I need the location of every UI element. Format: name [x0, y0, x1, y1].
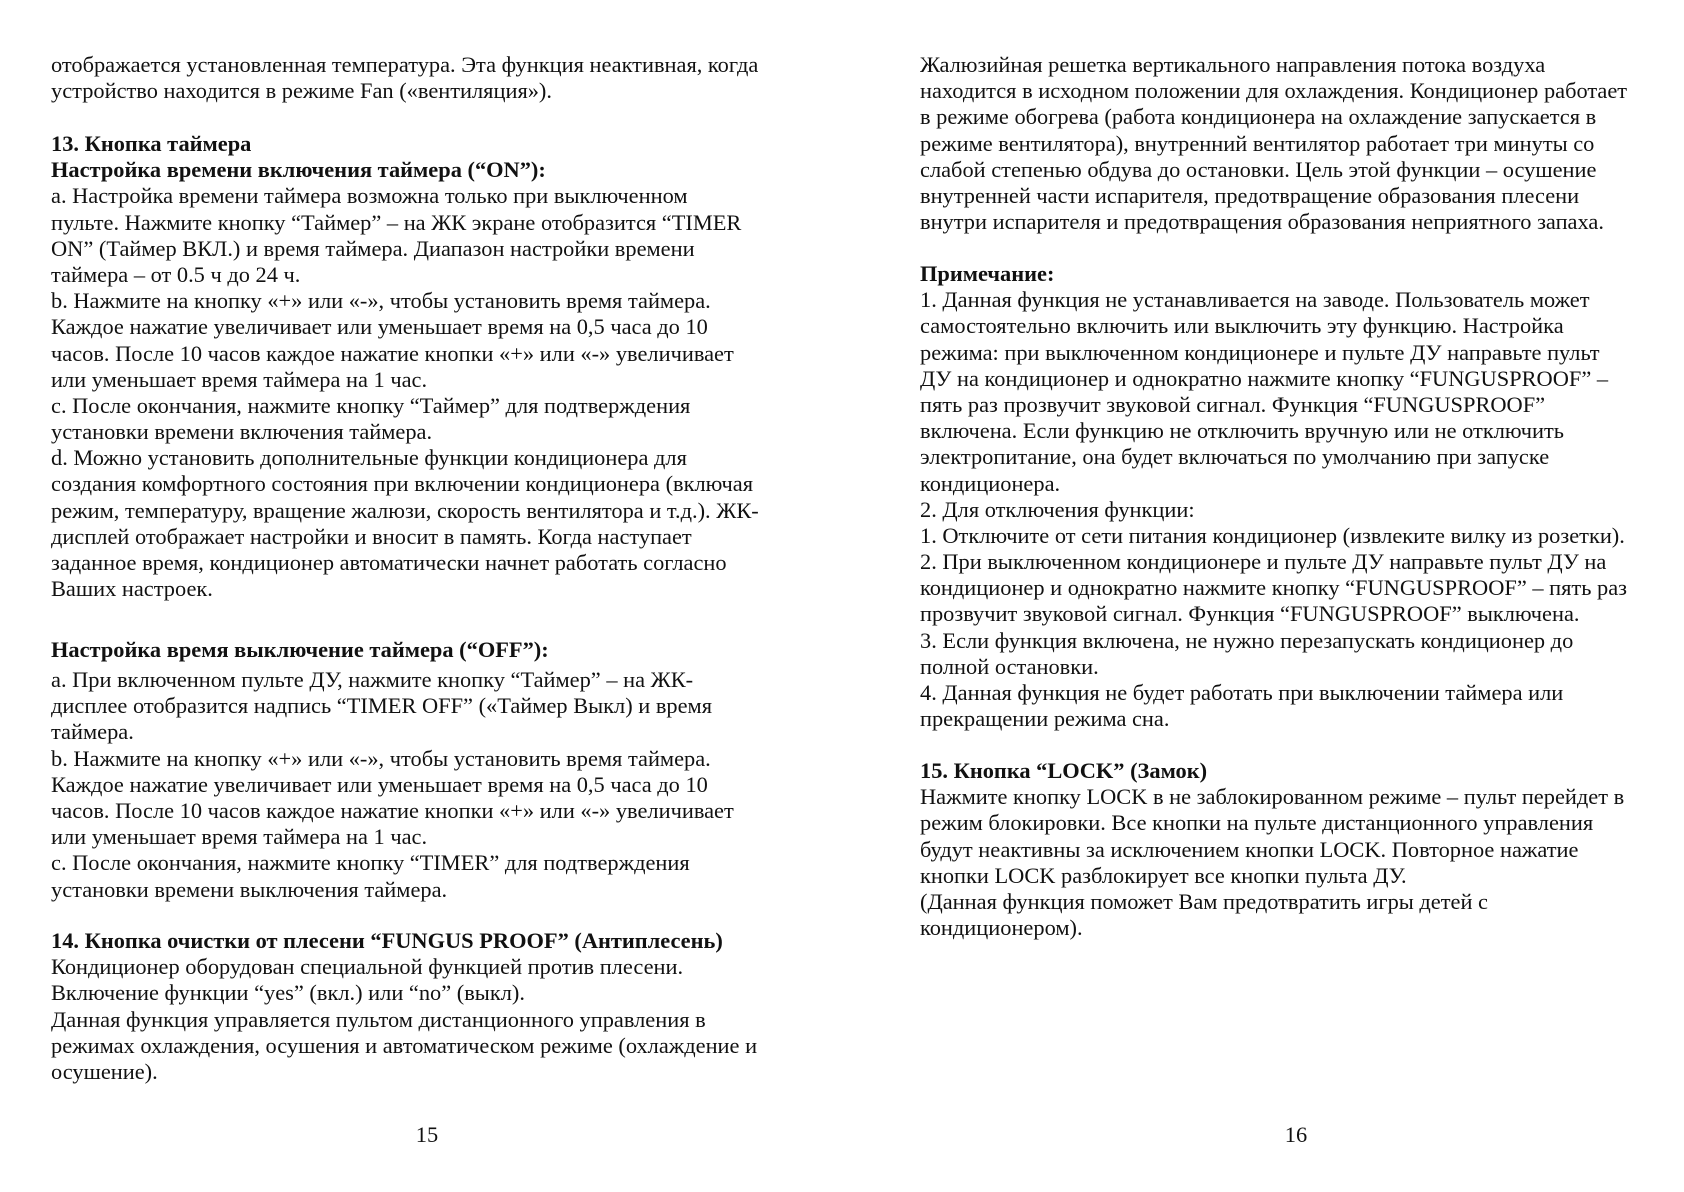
- text-line: Каждое нажатие увеличивает или уменьшает время на 0,5 часа до 10: [51, 314, 708, 340]
- text-line: кондиционера.: [920, 470, 1061, 496]
- text-line: ON” (Таймер ВКЛ.) и время таймера. Диапазон настройки времени: [51, 235, 695, 261]
- text-line: (Данная функция поможет Вам предотвратить игры детей с: [920, 888, 1488, 914]
- text-line: установки времени выключения таймера.: [51, 876, 448, 902]
- text-line: таймера – от 0.5 ч до 24 ч.: [51, 261, 301, 287]
- text-line: режимах охлаждения, осушения и автоматическом режиме (охлаждение и: [51, 1032, 758, 1058]
- section-note: [920, 261, 1627, 732]
- text-line: устройство находится в режиме Fan («вентиляция»).: [51, 78, 552, 104]
- text-line: таймера.: [51, 719, 134, 745]
- text-line: Нажмите кнопку LOCK в не заблокированном режиме – пульт перейдет в: [920, 784, 1625, 810]
- text-line: Ваших настроек.: [51, 576, 213, 602]
- text-line: Каждое нажатие увеличивает или уменьшает время на 0,5 часа до 10: [51, 771, 708, 797]
- text-line: режим блокировки. Все кнопки на пульте дистанционного управления: [920, 810, 1594, 836]
- text-line: Включение функции “yes” (вкл.) или “no” (выкл).: [51, 980, 525, 1006]
- text-line: пульте. Нажмите кнопку “Таймер” – на ЖК экране отобразится “TIMER: [51, 209, 742, 235]
- paragraph-timer-off-steps: [51, 667, 734, 903]
- text-line: или уменьшает время таймера на 1 час.: [51, 366, 428, 392]
- text-line: слабой степенью обдува до остановки. Цель этой функции – осушение: [920, 156, 1597, 182]
- heading-line: 13. Кнопка таймера: [51, 131, 252, 156]
- text-line: включена. Если функцию не отключить вручную или не отключить: [920, 418, 1564, 444]
- section-15-lock: [920, 758, 1624, 941]
- text-line: c. После окончания, нажмите кнопку “Таймер” для подтверждения: [51, 392, 691, 418]
- text-line: 3. Если функция включена, не нужно перезапускать кондиционер до: [920, 627, 1574, 653]
- text-line: дисплей отображает настройки и вносит в память. Когда наступает: [51, 523, 692, 549]
- text-line: прозвучит звуковой сигнал. Функция “FUNGUSPROOF” выключена.: [920, 601, 1580, 627]
- text-line: полной остановки.: [920, 653, 1099, 679]
- text-line: b. Нажмите на кнопку «+» или «-», чтобы установить время таймера.: [51, 745, 711, 771]
- heading-timer-off: [51, 637, 549, 663]
- text-line: самостоятельно включить или выключить эту функцию. Настройка: [920, 313, 1564, 339]
- text-line: в режиме обогрева (работа кондиционера на охлаждение запускается в: [920, 104, 1597, 130]
- text-line: кондиционером).: [920, 915, 1083, 941]
- text-line: 4. Данная функция не будет работать при выключении таймера или: [920, 680, 1564, 705]
- text-line: пять раз прозвучит звуковой сигнал. Функция “FUNGUSPROOF”: [920, 391, 1546, 417]
- paragraph-louver-description: [920, 52, 1627, 235]
- text-line: внутренней части испарителя, предотвращение образования плесени: [920, 182, 1580, 208]
- text-line: Данная функция управляется пультом дистанционного управления в: [51, 1006, 706, 1032]
- text-line: осушение).: [51, 1058, 158, 1084]
- section-14-fungus-proof: [51, 928, 757, 1085]
- text-line: находится в исходном положении для охлаждения. Кондиционер работает: [920, 78, 1628, 104]
- text-line: часов. После 10 часов каждое нажатие кнопки «+» или «-» увеличивает: [51, 797, 734, 823]
- text-line: будут неактивны за исключением кнопки LOCK. Повторное нажатие: [920, 836, 1579, 862]
- text-line: ДУ на кондиционер и однократно нажмите кнопку “FUNGUSPROOF” –: [920, 365, 1609, 391]
- text-line: Кондиционер оборудован специальной функцией против плесени.: [51, 954, 684, 980]
- heading-line: Настройка времени включения таймера (“ON”):: [51, 157, 546, 183]
- text-line: режиме вентилятора), внутренний вентилятор работает три минуты со: [920, 130, 1595, 156]
- heading-line: 14. Кнопка очистки от плесени “FUNGUS PROOF” (Антиплесень): [51, 928, 723, 953]
- text-line: электропитание, она будет включаться по умолчанию при запуске: [920, 444, 1550, 470]
- text-line: создания комфортного состояния при включении кондиционера (включая: [51, 471, 754, 497]
- text-line: заданное время, кондиционер автоматически начнет работать согласно: [51, 550, 727, 575]
- text-line: Жалюзийная решетка вертикального направления потока воздуха: [920, 52, 1546, 77]
- text-line: отображается установленная температура. Эта функция неактивная, когда: [51, 52, 759, 77]
- paragraph-fan-mode-note: [51, 52, 758, 104]
- text-line: кондиционер и однократно нажмите кнопку “FUNGUSPROOF” – пять раз: [920, 575, 1627, 601]
- heading-line: Примечание:: [920, 261, 1055, 286]
- text-line: 2. При выключенном кондиционере и пульте ДУ направьте пульт ДУ на: [920, 549, 1607, 575]
- page-number: 16: [1284, 1122, 1308, 1147]
- text-line: a. Настройка времени таймера возможна только при выключенном: [51, 183, 688, 209]
- text-line: установки времени включения таймера.: [51, 419, 433, 445]
- text-line: b. Нажмите на кнопку «+» или «-», чтобы установить время таймера.: [51, 288, 711, 314]
- text-line: a. При включенном пульте ДУ, нажмите кнопку “Таймер” – на ЖК-: [51, 667, 694, 692]
- text-line: режим, температуру, вращение жалюзи, скорость вентилятора и т.д.). ЖК-: [51, 497, 759, 523]
- text-line: c. После окончания, нажмите кнопку “TIMER” для подтверждения: [51, 850, 690, 876]
- text-line: внутри испарителя и предотвращения образования неприятного запаха.: [920, 209, 1604, 235]
- heading-line: Настройка время выключение таймера (“OFF”):: [51, 637, 549, 662]
- text-line: d. Можно установить дополнительные функции кондиционера для: [51, 445, 687, 471]
- text-line: 1. Отключите от сети питания кондиционер (извлеките вилку из розетки).: [920, 522, 1625, 548]
- text-line: или уменьшает время таймера на 1 час.: [51, 824, 428, 850]
- text-line: режима: при выключенном кондиционере и пульте ДУ направьте пульт: [920, 339, 1600, 365]
- heading-line: 15. Кнопка “LOCK” (Замок): [920, 758, 1208, 783]
- text-line: часов. После 10 часов каждое нажатие кнопки «+» или «-» увеличивает: [51, 340, 734, 366]
- text-line: 2. Для отключения функции:: [920, 496, 1195, 522]
- text-line: 1. Данная функция не устанавливается на заводе. Пользователь может: [920, 287, 1590, 313]
- text-line: кнопки LOCK разблокирует все кнопки пульта ДУ.: [920, 862, 1407, 888]
- text-line: прекращении режима сна.: [920, 706, 1170, 732]
- text-line: дисплее отобразится надпись “TIMER OFF” («Таймер Выкл) и время: [51, 693, 713, 719]
- section-13-timer-on: [51, 131, 759, 602]
- page-number: 15: [415, 1122, 439, 1147]
